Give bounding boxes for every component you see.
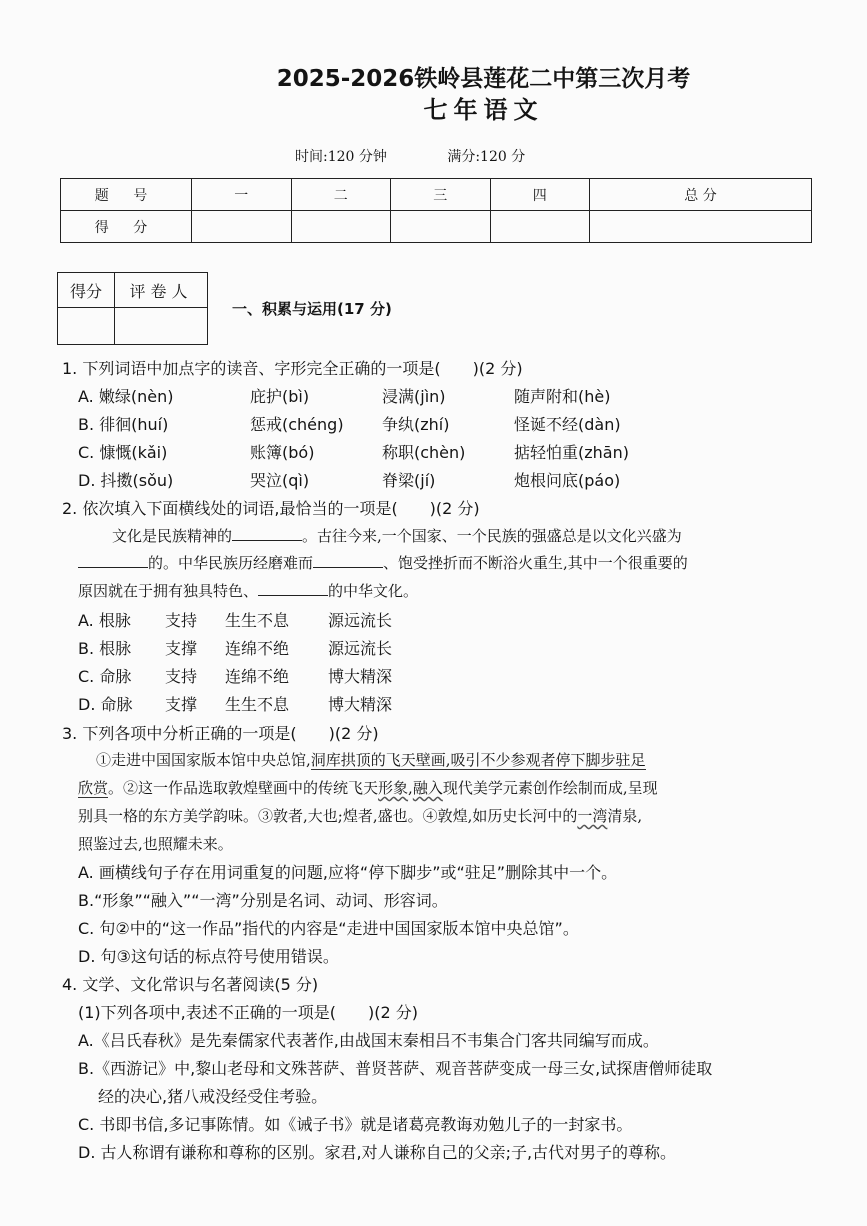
q3-text: 清泉, bbox=[607, 807, 643, 825]
q1-option: 惩戒(chéng) bbox=[250, 415, 344, 434]
q1-option: 庇护(bì) bbox=[250, 387, 310, 406]
question-2-stem: 2. 依次填入下面横线处的词语,最恰当的一项是( )(2 分) bbox=[62, 499, 480, 518]
q3-marked-word: 一湾 bbox=[577, 807, 608, 825]
question-1-stem: 1. 下列词语中加点字的读音、字形完全正确的一项是( )(2 分) bbox=[62, 359, 523, 378]
q2-passage-line bbox=[78, 580, 418, 601]
grader-box bbox=[57, 272, 208, 345]
q2-option: C. 命脉 bbox=[78, 667, 132, 686]
q2-text: 、饱受挫折而不断浴火重生,其中一个很重要的 bbox=[383, 554, 688, 572]
q2-option: 源远流长 bbox=[328, 611, 393, 630]
q3-option-c: C. 句②中的“这一作品”指代的内容是“走进中国国家版本馆中央总馆”。 bbox=[78, 919, 579, 938]
score-table-header: 题 号 bbox=[61, 179, 192, 211]
q1-option: B. 徘徊(huí) bbox=[78, 415, 169, 434]
q4-option-b: B.《西游记》中,黎山老母和文殊菩萨、普贤菩萨、观音菩萨变成一母三女,试探唐僧师徒取 bbox=[78, 1059, 713, 1078]
q3-passage-line: 照鉴过去,也照耀未来。 bbox=[78, 835, 233, 853]
q2-text: 原因就在于拥有独具特色、 bbox=[78, 582, 259, 600]
q4-option-d: D. 古人称谓有谦称和尊称的区别。家君,对人谦称自己的父亲;子,古代对男子的尊称。 bbox=[78, 1143, 677, 1162]
q3-passage-line bbox=[96, 749, 646, 770]
q3-text: 别具一格的东方美学韵味。③敦者,大也;煌者,盛也。④敦煌,如历史长河中的 bbox=[78, 807, 578, 825]
score-table bbox=[60, 178, 812, 243]
q1-option: 炮根问底(páo) bbox=[514, 471, 621, 490]
q1-option: 哭泣(qì) bbox=[250, 471, 310, 490]
q2-option: 博大精深 bbox=[328, 695, 393, 714]
exam-title: 2025-2026铁岭县莲花二中第三次月考 bbox=[276, 66, 691, 92]
q3-text: 。②这一作品选取敦煌壁画中的传统飞天 bbox=[108, 779, 379, 797]
grader-name-label: 评卷人 bbox=[115, 273, 208, 308]
q1-option: 争纨(zhí) bbox=[382, 415, 450, 434]
score-cell[interactable] bbox=[192, 211, 292, 243]
q4-option-a: A.《吕氏春秋》是先秦儒家代表著作,由战国末秦相吕不韦集合门客共同编写而成。 bbox=[78, 1031, 659, 1050]
score-cell[interactable] bbox=[590, 211, 812, 243]
q2-option: 生生不息 bbox=[225, 695, 290, 714]
q1-option: 掂轻怕重(zhān) bbox=[514, 443, 629, 462]
exam-meta bbox=[295, 146, 581, 166]
q3-marked-word: 形象 bbox=[378, 779, 409, 797]
section-heading: 一、积累与运用(17 分) bbox=[232, 300, 392, 318]
q3-text: , bbox=[408, 779, 413, 797]
q2-option: 支撑 bbox=[165, 695, 198, 714]
grader-score-cell[interactable] bbox=[58, 308, 115, 345]
q2-option: 源远流长 bbox=[328, 639, 393, 658]
q3-marked-word: 融入 bbox=[412, 779, 443, 797]
exam-subtitle: 七年语文 bbox=[423, 96, 544, 124]
time-label: 时间:120 分钟 bbox=[295, 149, 387, 165]
q2-option: 生生不息 bbox=[225, 611, 290, 630]
score-table-header-row bbox=[61, 179, 812, 211]
q1-option: A. 嫩绿(nèn) bbox=[78, 387, 174, 406]
q1-option: C. 慷慨(kǎi) bbox=[78, 443, 168, 462]
score-table-header: 一 bbox=[192, 179, 292, 211]
q1-option: 怪诞不经(dàn) bbox=[514, 415, 621, 434]
q3-text: 现代美学元素创作绘制而成,呈现 bbox=[442, 779, 658, 797]
q1-option: 脊梁(jí) bbox=[382, 471, 436, 490]
grader-name-cell[interactable] bbox=[115, 308, 208, 345]
score-table-header: 三 bbox=[391, 179, 491, 211]
q2-option: D. 命脉 bbox=[78, 695, 133, 714]
full-score-label: 满分:120 分 bbox=[447, 149, 526, 165]
q3-text: ①走进中国国家版本馆中央总馆, bbox=[96, 751, 311, 769]
score-cell[interactable] bbox=[291, 211, 391, 243]
q2-option: 连绵不绝 bbox=[225, 639, 290, 658]
q1-option: D. 抖擞(sǒu) bbox=[78, 471, 174, 490]
question-3-stem: 3. 下列各项中分析正确的一项是( )(2 分) bbox=[62, 724, 379, 743]
q2-text: 的。中华民族历经磨难而 bbox=[148, 554, 314, 572]
score-table-header: 四 bbox=[490, 179, 590, 211]
q2-option: 连绵不绝 bbox=[225, 667, 290, 686]
score-table-header: 二 bbox=[291, 179, 391, 211]
q1-option: 随声附和(hè) bbox=[514, 387, 611, 406]
q2-option: 支持 bbox=[165, 611, 198, 630]
q2-option: B. 根脉 bbox=[78, 639, 132, 658]
q2-option: 支持 bbox=[165, 667, 198, 686]
q4-option-b-cont: 经的决心,猪八戒没经受住考验。 bbox=[98, 1087, 328, 1106]
q2-text: 的中华文化。 bbox=[328, 582, 419, 600]
q3-option-a: A. 画横线句子存在用词重复的问题,应将“停下脚步”或“驻足”删除其中一个。 bbox=[78, 863, 618, 882]
q2-option: A. 根脉 bbox=[78, 611, 131, 630]
q3-passage-line bbox=[78, 777, 658, 798]
q3-passage-line bbox=[78, 805, 642, 826]
question-4-stem: 4. 文学、文化常识与名著阅读(5 分) bbox=[62, 975, 319, 994]
q2-blank-3[interactable] bbox=[313, 553, 383, 568]
q2-blank-1[interactable] bbox=[232, 526, 302, 541]
q2-passage-line bbox=[78, 552, 688, 573]
q2-option: 博大精深 bbox=[328, 667, 393, 686]
q3-underlined-sentence: 洞库拱顶的飞天壁画,吸引不少参观者停下脚步驻足 bbox=[310, 751, 646, 769]
q3-option-b: B.“形象”“融入”“一湾”分别是名词、动词、形容词。 bbox=[78, 891, 448, 910]
q1-option: 称职(chèn) bbox=[382, 443, 466, 462]
q1-option: 浸满(jìn) bbox=[382, 387, 446, 406]
score-cell[interactable] bbox=[391, 211, 491, 243]
q3-underlined-sentence: 欣赏 bbox=[78, 779, 109, 797]
q2-option: 支撑 bbox=[165, 639, 198, 658]
q2-blank-2[interactable] bbox=[78, 553, 148, 568]
q1-option: 账簿(bó) bbox=[250, 443, 315, 462]
score-row-label: 得 分 bbox=[61, 211, 192, 243]
q4-sub-stem: (1)下列各项中,表述不正确的一项是( )(2 分) bbox=[78, 1003, 418, 1022]
q3-option-d: D. 句③这句话的标点符号使用错误。 bbox=[78, 947, 339, 966]
score-table-header: 总 分 bbox=[590, 179, 812, 211]
q2-blank-4[interactable] bbox=[258, 581, 328, 596]
grader-score-label: 得分 bbox=[58, 273, 115, 308]
q4-option-c: C. 书即书信,多记事陈情。如《诫子书》就是诸葛亮教诲劝勉儿子的一封家书。 bbox=[78, 1115, 633, 1134]
q2-text: 文化是民族精神的 bbox=[112, 527, 233, 545]
q2-text: 。古往今来,一个国家、一个民族的强盛总是以文化兴盛为 bbox=[302, 527, 682, 545]
score-table-row bbox=[61, 211, 812, 243]
q2-passage-line bbox=[112, 525, 682, 546]
score-cell[interactable] bbox=[490, 211, 590, 243]
